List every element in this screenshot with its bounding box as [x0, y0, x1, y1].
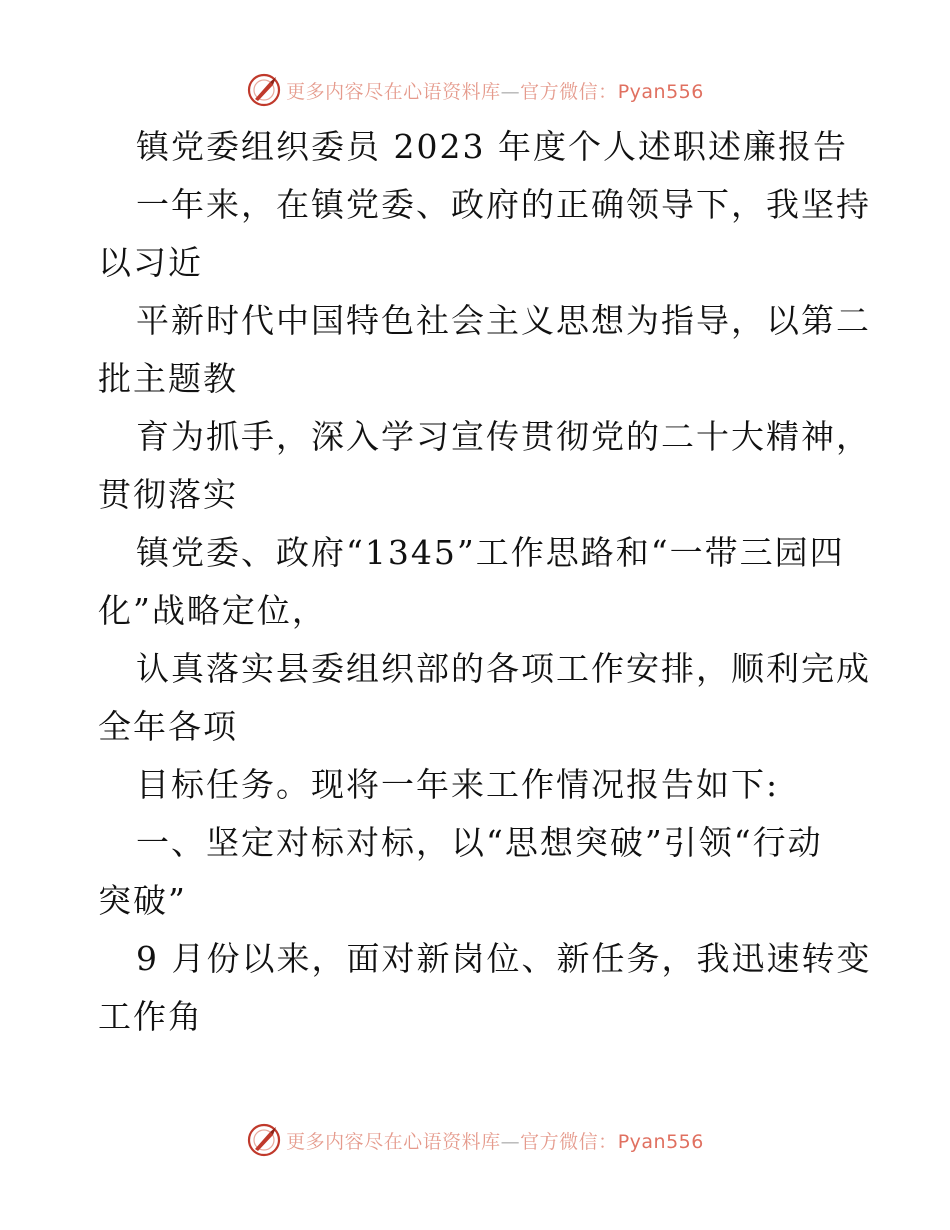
- banner-site-name: 更多内容尽在心语资料库: [286, 80, 501, 103]
- footer-banner: [0, 1118, 950, 1162]
- document-title: 镇党委组织委员 2023 年度个人述职述廉报告: [136, 127, 848, 166]
- paragraph-line: 全年各项: [98, 707, 238, 746]
- banner-wechat-id: Pyan556: [617, 1130, 704, 1153]
- banner-wechat-id: Pyan556: [617, 80, 704, 103]
- paragraph-line: 育为抓手，深入学习宣传贯彻党的二十大精神，: [136, 417, 871, 456]
- paragraph-line: 目标任务。现将一年来工作情况报告如下:: [136, 765, 780, 804]
- paragraph-line: 平新时代中国特色社会主义思想为指导，以第二: [136, 301, 871, 340]
- banner-text: [286, 77, 704, 104]
- paragraph-line: 工作角: [98, 997, 203, 1036]
- quill-pen-logo-icon: [246, 72, 282, 108]
- banner-separator: —: [500, 1130, 521, 1153]
- paragraph-line: 认真落实县委组织部的各项工作安排，顺利完成: [136, 649, 871, 688]
- banner-site-name: 更多内容尽在心语资料库: [286, 1130, 501, 1153]
- paragraph-line: 批主题教: [98, 359, 238, 398]
- paragraph-line: 一年来，在镇党委、政府的正确领导下，我坚持: [136, 185, 871, 224]
- paragraph-line: 贯彻落实: [98, 475, 238, 514]
- banner-text: [286, 1127, 704, 1154]
- banner-wechat-label: 官方微信：: [520, 80, 618, 103]
- paragraph-line: 镇党委、政府“1345”工作思路和“一带三园四: [136, 533, 845, 572]
- banner-wechat-label: 官方微信：: [520, 1130, 618, 1153]
- banner-separator: —: [500, 80, 521, 103]
- paragraph-line: 9 月份以来，面对新岗位、新任务，我迅速转变: [136, 939, 872, 978]
- section-heading-continued: 突破”: [98, 881, 187, 920]
- document-body: [98, 118, 872, 1046]
- header-banner: [0, 68, 950, 112]
- paragraph-line: 化”战略定位，: [98, 591, 327, 630]
- paragraph-line: 以习近: [98, 243, 203, 282]
- section-heading: 一、坚定对标对标，以“思想突破”引领“行动: [136, 823, 823, 862]
- quill-pen-logo-icon: [246, 1122, 282, 1158]
